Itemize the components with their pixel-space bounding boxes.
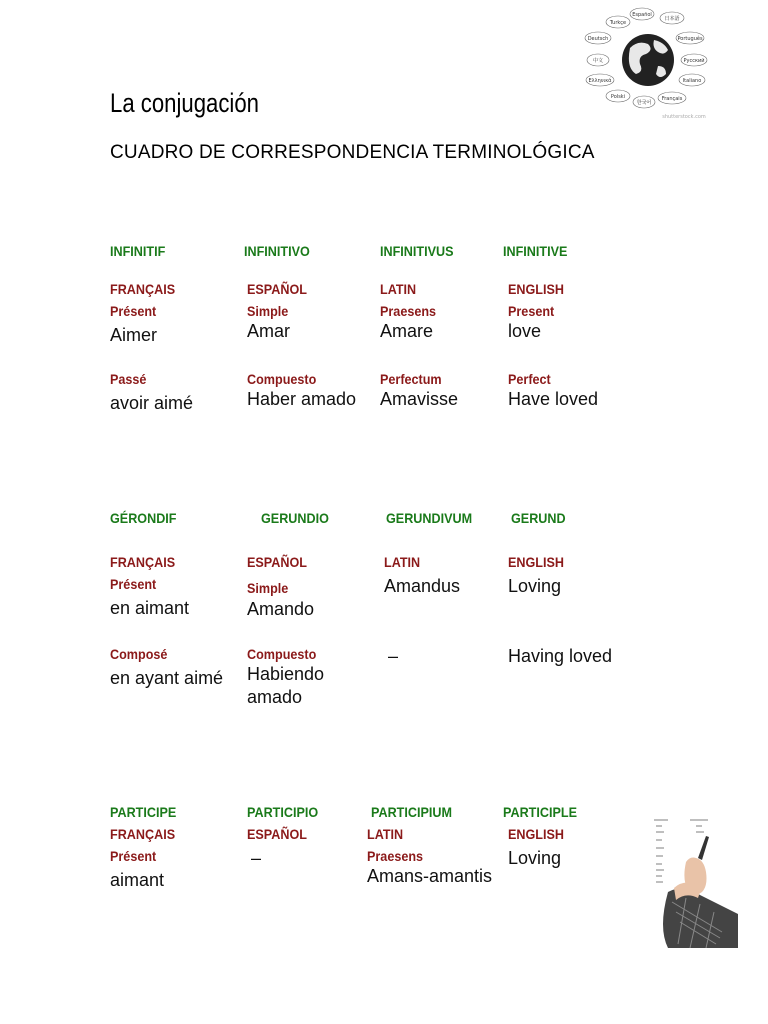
gerund-present-value-fr: en aimant <box>110 598 190 618</box>
gerund-lang-es: ESPAÑOL <box>247 554 307 570</box>
infinitive-present-value-fr: Aimer <box>110 325 158 345</box>
participle-present-label-fr: Présent <box>110 848 157 864</box>
gerund-present-label-es: Simple <box>247 580 289 596</box>
gerund-past-value-es-line1: Habiendo <box>247 664 325 684</box>
globe-lang-3: Deutsch <box>587 36 609 42</box>
infinitive-past-label-es: Compuesto <box>247 371 317 387</box>
infinitive-header-la: INFINITIVUS <box>380 243 454 259</box>
participle-present-label-la: Praesens <box>367 848 424 864</box>
gerund-present-value-la: Amandus <box>384 576 461 596</box>
gerund-lang-en: ENGLISH <box>508 554 565 570</box>
participle-present-value-es: – <box>251 848 262 868</box>
infinitive-present-label-fr: Présent <box>110 303 157 319</box>
globe-lang-9: Polski <box>610 94 626 100</box>
participle-present-value-la: Amans-amantis <box>367 866 493 886</box>
gerund-header-fr: GÉRONDIF <box>110 510 177 526</box>
gerund-header-es: GERUNDIO <box>261 510 329 526</box>
participle-lang-en: ENGLISH <box>508 826 565 842</box>
globe-lang-2: Turkçe <box>609 20 627 26</box>
languages-globe-image <box>578 4 728 122</box>
infinitive-present-value-es: Amar <box>247 321 291 341</box>
participle-header-fr: PARTICIPE <box>110 804 177 820</box>
infinitive-header-es: INFINITIVO <box>244 243 310 259</box>
hand-writing-image <box>646 812 744 948</box>
page-title: La conjugación <box>110 88 259 118</box>
hand-writing-icon <box>646 812 744 948</box>
gerund-past-value-fr: en ayant aimé <box>110 668 224 688</box>
globe-lang-10: 한국어 <box>636 100 652 106</box>
infinitive-past-value-en: Have loved <box>508 389 599 409</box>
gerund-header-en: GERUND <box>511 510 566 526</box>
globe-lang-1: 日本語 <box>664 16 680 22</box>
gerund-past-value-es-line2: amado <box>247 687 303 707</box>
infinitive-lang-es: ESPAÑOL <box>247 281 307 297</box>
participle-lang-es: ESPAÑOL <box>247 826 307 842</box>
gerund-header-la: GERUNDIVUM <box>386 510 473 526</box>
infinitive-present-value-la: Amare <box>380 321 434 341</box>
participle-present-value-en: Loving <box>508 848 562 868</box>
infinitive-header-fr: INFINITIF <box>110 243 166 259</box>
gerund-past-value-en: Having loved <box>508 646 613 666</box>
infinitive-present-label-es: Simple <box>247 303 289 319</box>
infinitive-past-value-es: Haber amado <box>247 389 357 409</box>
globe-lang-8: Italiano <box>682 78 702 84</box>
globe-lang-11: Français <box>661 96 683 102</box>
globe-lang-4: Português <box>677 36 703 42</box>
infinitive-past-label-fr: Passé <box>110 371 147 387</box>
participle-header-es: PARTICIPIO <box>247 804 319 820</box>
participle-header-la: PARTICIPIUM <box>371 804 452 820</box>
gerund-past-value-la: – <box>388 646 399 666</box>
globe-lang-6: Русский <box>683 58 705 64</box>
infinitive-present-value-en: love <box>508 321 542 341</box>
participle-lang-la: LATIN <box>367 826 404 842</box>
gerund-past-label-es: Compuesto <box>247 646 317 662</box>
globe-watermark: shutterstock.com <box>662 114 706 120</box>
participle-lang-fr: FRANÇAIS <box>110 826 176 842</box>
infinitive-past-label-en: Perfect <box>508 371 551 387</box>
gerund-past-label-fr: Composé <box>110 646 168 662</box>
infinitive-header-en: INFINITIVE <box>503 243 568 259</box>
gerund-present-label-fr: Présent <box>110 576 157 592</box>
gerund-lang-la: LATIN <box>384 554 421 570</box>
gerund-lang-fr: FRANÇAIS <box>110 554 176 570</box>
infinitive-lang-en: ENGLISH <box>508 281 565 297</box>
participle-present-value-fr: aimant <box>110 870 165 890</box>
page-subtitle: CUADRO DE CORRESPONDENCIA TERMINOLÓGICA <box>110 142 595 163</box>
globe-icon <box>578 4 728 122</box>
globe-lang-0: Español <box>632 12 652 18</box>
infinitive-lang-fr: FRANÇAIS <box>110 281 176 297</box>
globe-lang-5: 中文 <box>592 58 604 64</box>
gerund-present-value-en: Loving <box>508 576 562 596</box>
infinitive-present-label-la: Praesens <box>380 303 437 319</box>
globe-lang-7: Ελληνικά <box>588 78 612 84</box>
infinitive-present-label-en: Present <box>508 303 555 319</box>
gerund-present-value-es: Amando <box>247 599 315 619</box>
infinitive-lang-la: LATIN <box>380 281 417 297</box>
infinitive-past-value-la: Amavisse <box>380 389 459 409</box>
participle-header-en: PARTICIPLE <box>503 804 577 820</box>
infinitive-past-label-la: Perfectum <box>380 371 442 387</box>
infinitive-past-value-fr: avoir aimé <box>110 393 194 413</box>
